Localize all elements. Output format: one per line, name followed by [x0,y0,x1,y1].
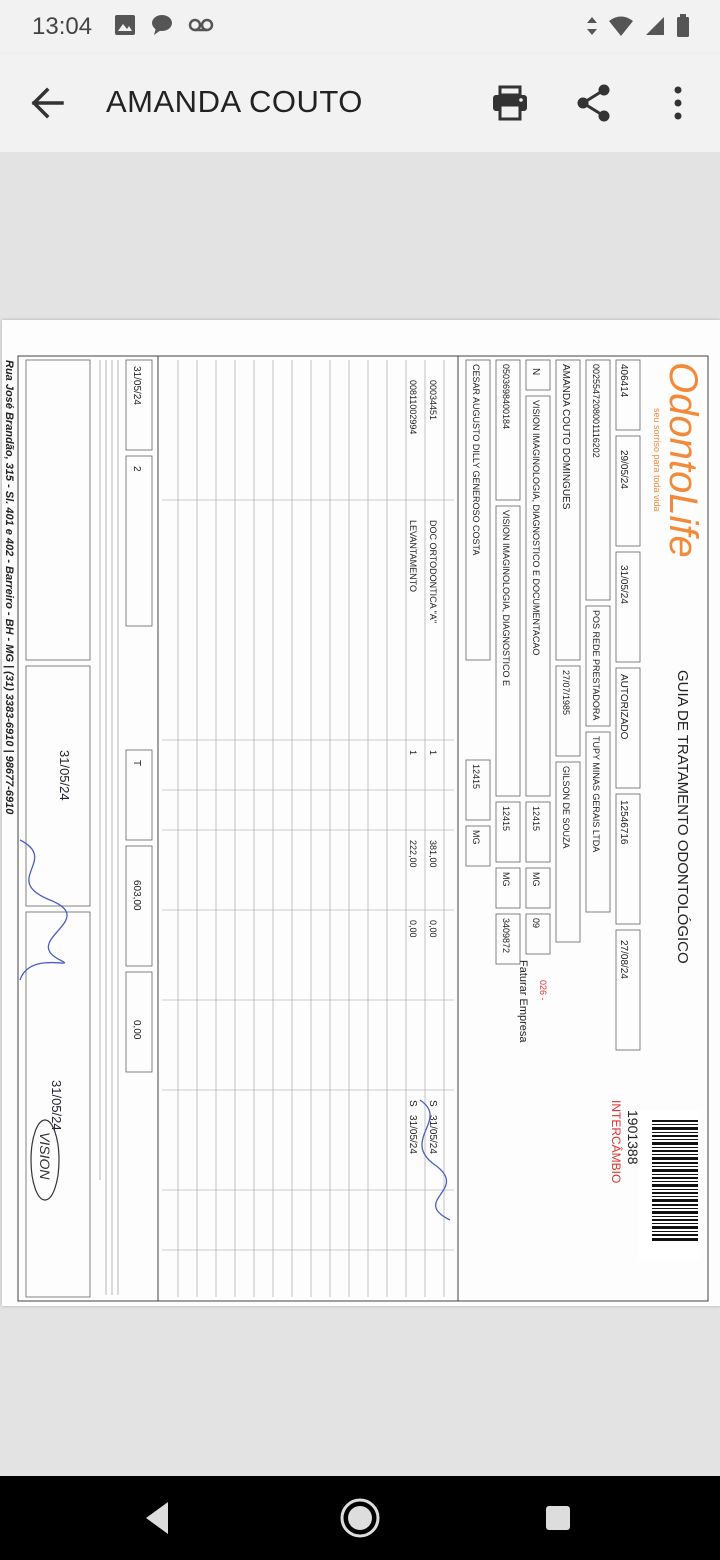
share-button[interactable] [572,81,616,125]
proc-1-value: 381,00 [428,840,438,868]
data-validade-senha: 27/08/24 [618,940,629,979]
recents-square-icon [536,1496,580,1540]
brand-tagline: seu sorriso para toda vida [652,408,662,512]
home-circle-icon [338,1496,382,1540]
image-icon [114,14,136,41]
numero-carteira: 0025547208001116202 [591,364,601,458]
codigo-operadora: 0503698400184 [501,364,511,430]
data-assinatura-beneficiario: 31/05/24 [57,750,72,801]
uf-executante: MG [501,872,511,887]
data-nascimento: 27/07/1985 [561,670,571,716]
total-quantidade: 603,00 [131,880,142,911]
app-bar [0,54,720,152]
data-emissao: 29/05/24 [618,450,629,489]
contratado-solicitante: VISION IMAGINOLOGIA, DIAGNOSTICO E DOCUMENTACAO [531,400,541,656]
empresa: TUPY MINAS GERAIS LTDA [591,736,601,853]
scanned-form [2,320,720,1306]
status-bar [0,0,720,54]
data-assinatura-executante: 31/05/24 [49,1080,64,1131]
proc-2-qty: 1 [408,750,418,756]
proc-1-qty: 1 [428,750,438,756]
declaration-text [100,360,118,1295]
proc-1-description: DOC ORTODONTICA "A" [428,520,438,624]
nav-recents-button[interactable] [536,1496,580,1540]
brand-logo: OdontoLife [661,362,705,558]
contratado-executante: VISION IMAGINOLOGIA, DIAGNOSTICO E [501,510,511,687]
barcode [638,1110,700,1260]
guia-principal: 12546716 [618,800,629,845]
vision-stamp [31,1120,59,1200]
signature-beneficiario [20,840,67,980]
tipo-atendimento: 2 [131,466,142,472]
chat-bubble-icon [150,14,174,41]
proc-2-date: 31/05/24 [407,1115,418,1154]
total-geral: 0,00 [131,1020,142,1040]
wifi-icon [608,15,634,42]
status-time: 13:04 [32,13,93,40]
profissional-executante: CESAR AUGUSTO DILLY GENEROSO COSTA [471,364,481,556]
more-options-button[interactable] [656,81,700,125]
nav-back-button[interactable] [136,1496,180,1540]
faturar-label: Faturar Empresa [517,960,529,1043]
proc-1-code: 00034451 [428,380,438,421]
cnes: 3409872 [501,918,511,954]
proc-2-part: 0,00 [408,920,418,938]
cro-executante: 12415 [471,764,481,790]
proc-1-part: 0,00 [428,920,438,938]
titular: GILSON DE SOUZA [561,766,571,849]
uf-solicitante: MG [531,872,541,887]
arrow-back-icon [28,83,72,123]
battery-icon [676,14,690,43]
document-page[interactable] [2,320,720,1306]
procedure-table [158,356,458,1301]
barcode-number: 1901388 [625,1110,641,1165]
navigation-bar [0,1476,720,1560]
data-autorizacao: 31/05/24 [618,565,629,604]
nome-beneficiario: AMANDA COUTO DOMINGUES [560,364,571,510]
voicemail-icon [188,14,214,41]
proc-1-auth: S [427,1100,438,1107]
print-button[interactable] [488,81,532,125]
more-vert-icon [656,81,700,125]
form-title: GUIA DE TRATAMENTO ODONTOLÓGICO [674,670,691,964]
proc-2-auth: S [407,1100,418,1107]
data-termino: 31/05/24 [131,366,142,405]
intercambio-label: INTERCÂMBIO [609,1100,623,1184]
data-arrows-icon [586,15,598,42]
document-viewer[interactable] [0,152,720,1476]
back-button[interactable] [28,83,72,123]
proc-2-code: 00811002994 [408,380,418,435]
proc-2-description: LEVANTAMENTO [408,520,418,593]
nav-home-button[interactable] [338,1496,382,1540]
plano: POS REDE PRESTADORA [591,610,601,721]
cod-cbos-label: 026 - [538,980,548,1001]
proc-1-date: 31/05/24 [427,1115,438,1154]
uf-profissional: MG [471,830,481,845]
registro-ans: 406414 [618,364,629,398]
senha-status: AUTORIZADO [618,674,629,740]
cro-numero: 12415 [531,806,541,832]
app-title: AMANDA COUTO [106,84,363,119]
proc-2-value: 222,00 [408,840,418,868]
back-triangle-icon [136,1496,180,1540]
codigo-cbos: 09 [531,918,541,929]
stamp-text: VISION [37,1132,53,1180]
tipo-faturamento: T [131,760,142,767]
atendimento-rn: N [530,368,541,376]
print-icon [488,81,532,125]
cro-executante-contratado: 12415 [501,806,511,832]
signal-icon [644,15,666,42]
share-icon [572,81,616,125]
footer-address: Rua José Brandão, 315 - Sl. 401 e 402 - Barreiro - BH - MG | (31) 3383-6910 | 98677-6910 [3,360,15,815]
